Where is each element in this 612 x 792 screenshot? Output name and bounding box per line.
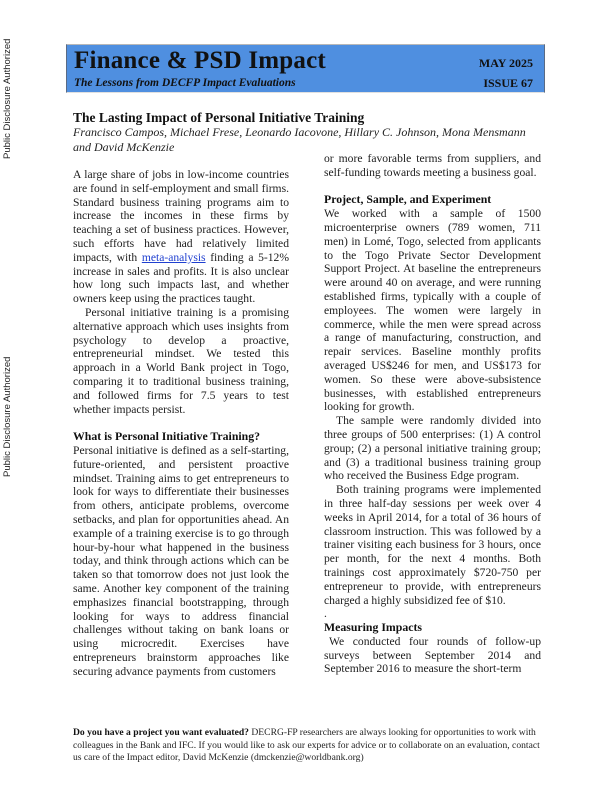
footer-text: DECRG-FP researchers are always looking for opportunities to work with colleagues in the Bank and IFC. If you would like to ask our experts for advice or to collaborate on an evaluation, contact us care of the Impact editor, David McKenzie (dmckenzie@worldbank.org)	[73, 727, 540, 764]
disclosure-label-top: Public Disclosure Authorized	[2, 38, 13, 159]
column-right	[324, 152, 541, 676]
paragraph-sample: We worked with a sample of 1500 microenterprise owners (789 women, 711 men) in Lomé, Togo, selected from applicants to the Togo Private Sector Development Support Project. At baseline the entrepreneurs were around 40 on average, and were running established firms, typically with a couple of employees. The women were largely in commerce, while the men were spread across a range of manufacturing, construction, and repair services. Baseline monthly profits averaged US$246 for men, and US$173 for women. So these were above-subsistence businesses, with established entrepreneurs looking for growth.	[324, 207, 541, 414]
issue-number: ISSUE 67	[483, 76, 533, 90]
article-title: The Lasting Impact of Personal Initiative Training	[73, 110, 365, 125]
newsletter-header	[66, 44, 545, 93]
intro-text: A large share of jobs in low-income countries are found in self-employment and small firms. Standard business training programs aim to increase the incomes in these firms by teaching a set of business practices. However, such efforts have had relatively limited impacts, with	[73, 168, 289, 264]
section-heading-measuring: Measuring Impacts	[324, 620, 422, 635]
disclosure-label-middle: Public Disclosure Authorized	[2, 356, 13, 477]
footer-callout	[73, 727, 543, 765]
paragraph-groups: The sample were randomly divided into three groups of 500 enterprises: (1) A control group; (2) a personal initiative training group; and (3) a traditional business training group who received the Business Edge program.	[324, 414, 541, 483]
section-heading-project: Project, Sample, and Experiment	[324, 192, 492, 207]
footer-lead: Do you have a project you want evaluated?	[73, 727, 249, 738]
paragraph-implementation: Both training programs were implemented in three half-day sessions per week over 4 weeks in April 2014, for a total of 36 hours of classroom instruction. This was followed by a trainer visiting each business for 3 hours, once per month, for the next 4 months. Both trainings cost approximately $720-750 per entrepreneur to provide, with entrepreneurs charged a highly subsidized fee of $10.	[324, 483, 541, 607]
meta-analysis-link[interactable]: meta-analysis	[141, 250, 206, 264]
paragraph-approach: Personal initiative training is a promising alternative approach which uses insights from psychology to develop a proactive, entrepreneurial mindset. We tested this approach in a World Bank project in Togo, comparing it to traditional business training, and followed firms for 7.5 years to test whether impacts persist.	[73, 305, 289, 416]
article-authors: Francisco Campos, Michael Frese, Leonardo Iacovone, Hillary C. Johnson, Mona Mensmann and David McKenzie	[73, 125, 526, 154]
column-left	[73, 168, 289, 678]
paragraph-continued: or more favorable terms from suppliers, and self-funding towards meeting a business goal.	[324, 152, 541, 179]
paragraph-definition: Personal initiative is defined as a self-starting, future-oriented, and persistent proactive mindset. Training aims to get entrepreneurs to look for ways to differentiate their businesses from others, anticipate problems, overcome setbacks, and plan for opportunities ahead. An example of a training exercise is to go through hour-by-hour what happened in the business today, and think through actions which can be taken so that tomorrow does not just look the same. Another key component of the training emphasizes financial bootstrapping, through looking for ways to address financial challenges without taking on bank loans or using microcredit. Exercises have entrepreneurs brainstorm approaches like securing advance payments from customers	[73, 443, 289, 678]
newsletter-title: Finance & PSD Impact	[74, 47, 326, 74]
paragraph-measuring: We conducted four rounds of follow-up surveys between September 2014 and September 2016 to measure the short-term	[324, 634, 541, 676]
issue-date: MAY 2025	[478, 56, 533, 70]
stray-dot: .	[324, 607, 327, 621]
newsletter-subtitle: The Lessons from DECFP Impact Evaluations	[74, 77, 296, 89]
section-heading-what-is-pi: What is Personal Initiative Training?	[73, 429, 261, 444]
paragraph-intro	[73, 168, 289, 306]
intro-text-continued: finding a 5-12% increase in sales and profits. It is also unclear how long such impacts last, and whether owners keep using the practices taught.	[73, 250, 289, 306]
